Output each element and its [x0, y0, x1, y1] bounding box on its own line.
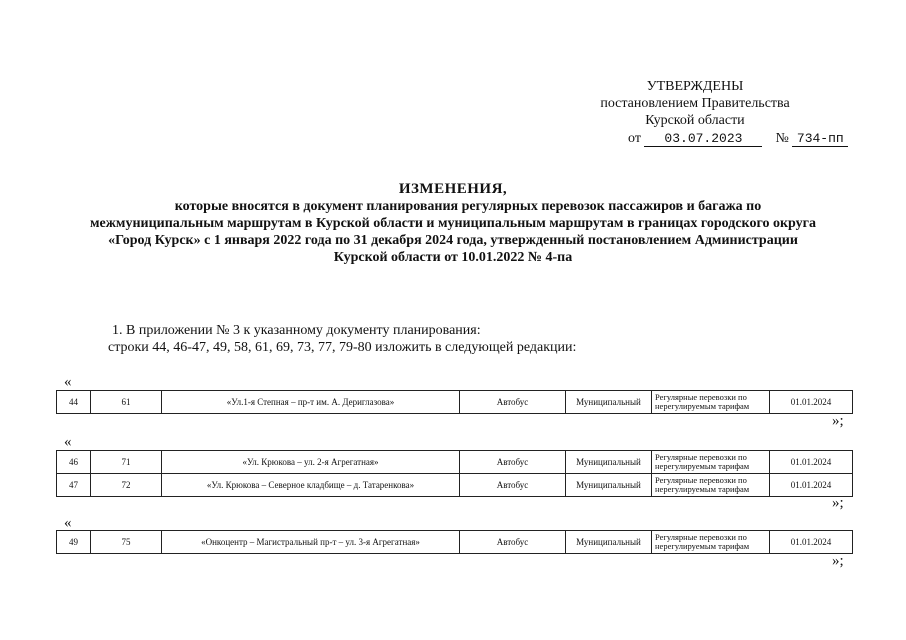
- route-name: «Ул.1-я Степная – пр-т им. А. Дериглазова»: [162, 391, 460, 414]
- route-table-3: [56, 530, 853, 554]
- open-quote-1: «: [64, 374, 72, 390]
- vehicle-type: Автобус: [460, 451, 566, 474]
- route-name: «Ул. Крюкова – ул. 2-я Агрегатная»: [162, 451, 460, 474]
- route-type: Муниципальный: [566, 451, 652, 474]
- route-name: «Онкоцентр – Магистральный пр-т – ул. 3-я Агрегатная»: [162, 531, 460, 554]
- heading-line-4: Курской области от 10.01.2022 № 4-па: [333, 250, 573, 265]
- start-date: 01.01.2024: [770, 391, 853, 414]
- vehicle-type: Автобус: [460, 531, 566, 554]
- start-date: 01.01.2024: [770, 451, 853, 474]
- table-row: [57, 531, 853, 554]
- approval-block: [560, 78, 880, 146]
- row-number: 44: [57, 391, 91, 414]
- route-type: Муниципальный: [566, 531, 652, 554]
- approval-region: Курской области: [645, 113, 745, 128]
- route-table-1: [56, 390, 853, 414]
- vehicle-type: Автобус: [460, 474, 566, 497]
- route-table-2: [56, 450, 853, 497]
- close-quote-2: »;: [832, 495, 844, 511]
- transport-regime: Регулярные перевозки по нерегулируемым тарифам: [652, 391, 770, 414]
- route-number: 72: [91, 474, 162, 497]
- route-number: 71: [91, 451, 162, 474]
- route-name: «Ул. Крюкова – Северное кладбище – д. Татаренкова»: [162, 474, 460, 497]
- heading-line-3: «Город Курск» с 1 января 2022 года по 31 декабря 2024 года, утвержденный постановлением Администрации: [108, 233, 798, 248]
- approval-title: УТВЕРЖДЕНЫ: [646, 79, 744, 94]
- row-number: 47: [57, 474, 91, 497]
- route-number: 61: [91, 391, 162, 414]
- table-row: [57, 391, 853, 414]
- start-date: 01.01.2024: [770, 474, 853, 497]
- close-quote-1: »;: [832, 413, 844, 429]
- approval-number: 734-пп: [792, 132, 848, 147]
- open-quote-3: «: [64, 515, 72, 531]
- approval-authority: постановлением Правительства: [600, 96, 790, 111]
- table-row: [57, 451, 853, 474]
- vehicle-type: Автобус: [460, 391, 566, 414]
- approval-date-row: [628, 130, 848, 147]
- table-row: [57, 474, 853, 497]
- open-quote-2: «: [64, 434, 72, 450]
- body-item-1: 1. В приложении № 3 к указанному документу планирования:: [112, 323, 481, 338]
- route-type: Муниципальный: [566, 474, 652, 497]
- close-quote-3: »;: [832, 553, 844, 569]
- transport-regime: Регулярные перевозки по нерегулируемым тарифам: [652, 451, 770, 474]
- transport-regime: Регулярные перевозки по нерегулируемым тарифам: [652, 531, 770, 554]
- heading-title: ИЗМЕНЕНИЯ,: [398, 181, 508, 197]
- number-prefix: №: [775, 131, 789, 146]
- heading-line-2: межмуниципальным маршрутам в Курской области и муниципальным маршрутам в границах городского округа: [90, 216, 816, 231]
- document-heading: [40, 181, 866, 266]
- heading-line-1: которые вносятся в документ планирования регулярных перевозок пассажиров и багажа по: [174, 199, 762, 214]
- approval-date: 03.07.2023: [644, 132, 762, 147]
- route-type: Муниципальный: [566, 391, 652, 414]
- date-prefix: от: [628, 131, 641, 146]
- row-number: 46: [57, 451, 91, 474]
- route-number: 75: [91, 531, 162, 554]
- row-number: 49: [57, 531, 91, 554]
- transport-regime: Регулярные перевозки по нерегулируемым тарифам: [652, 474, 770, 497]
- start-date: 01.01.2024: [770, 531, 853, 554]
- body-item-1-cont: строки 44, 46-47, 49, 58, 61, 69, 73, 77, 79-80 изложить в следующей редакции:: [108, 340, 577, 355]
